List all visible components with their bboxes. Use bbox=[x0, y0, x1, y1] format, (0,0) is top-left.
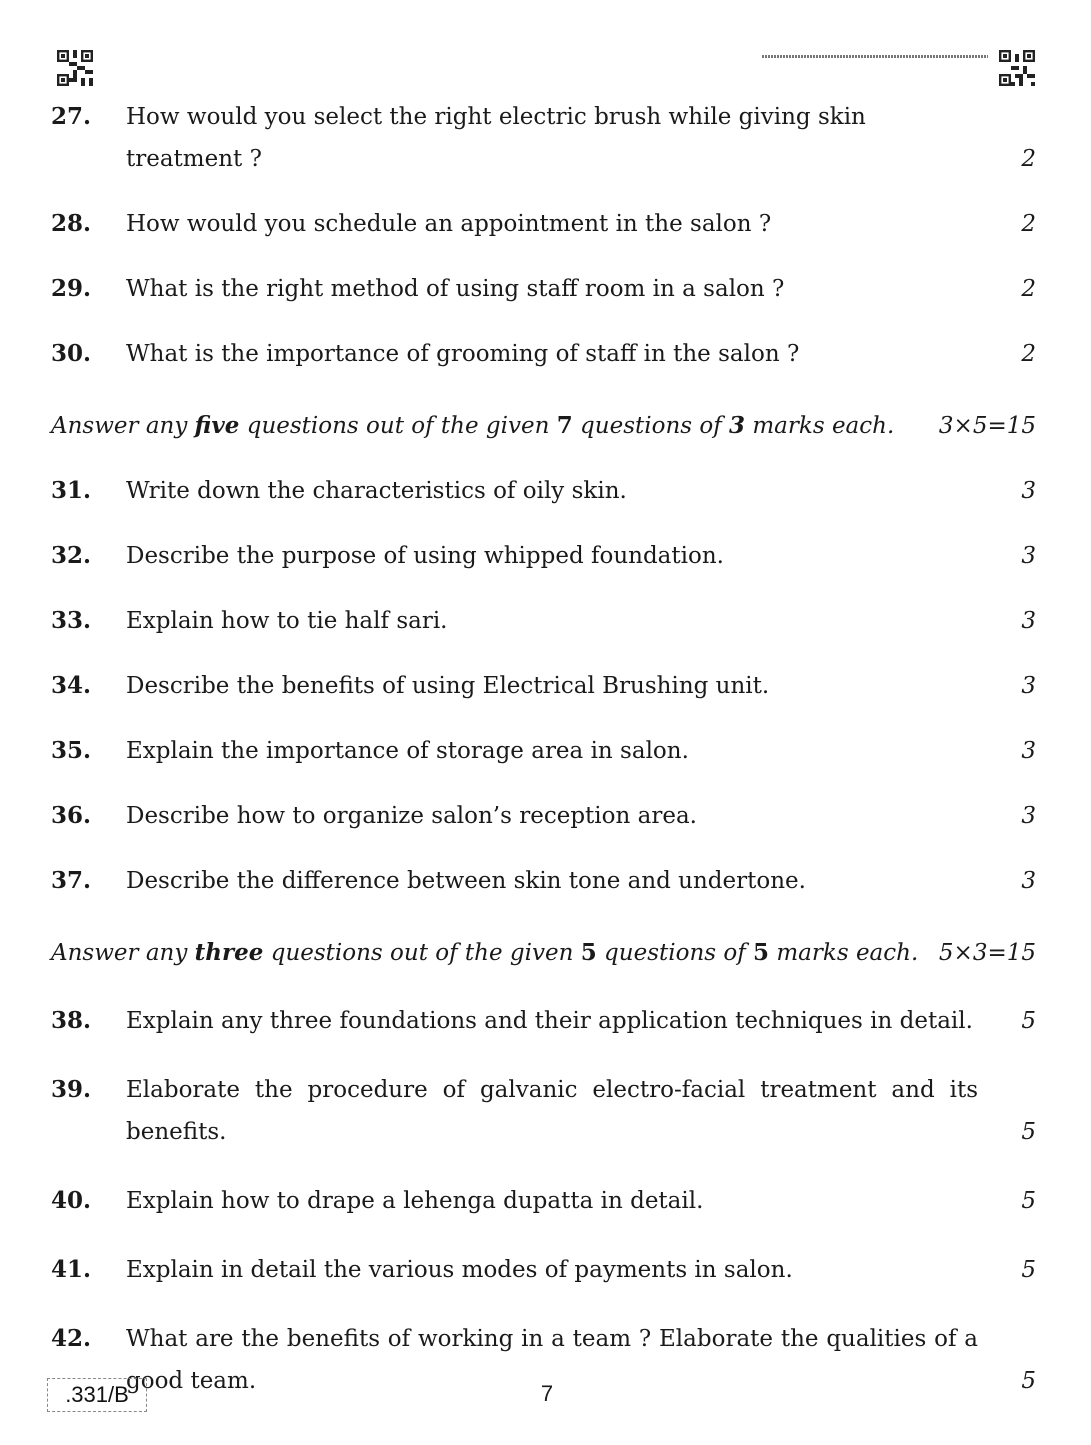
qr-code-icon bbox=[57, 50, 93, 86]
question-text: Describe the purpose of using whipped foundation. bbox=[126, 543, 724, 569]
question-number: 39. bbox=[51, 1076, 92, 1103]
question-text: Explain in detail the various modes of payments in salon. bbox=[126, 1257, 793, 1283]
instruction-text: Answer any five questions out of the given 7 questions of 3 marks each. bbox=[51, 412, 895, 439]
question-text: Explain any three foundations and their application techniques in detail. bbox=[126, 1008, 973, 1034]
question-number: 31. bbox=[51, 477, 92, 504]
question-27 bbox=[51, 96, 1036, 180]
header-microtext bbox=[762, 55, 988, 58]
question-28 bbox=[51, 203, 1036, 245]
question-number: 29. bbox=[51, 275, 92, 302]
question-marks: 3 bbox=[1021, 608, 1036, 634]
question-32 bbox=[51, 535, 1036, 577]
question-marks: 2 bbox=[1021, 276, 1036, 302]
question-text: How would you select the right electric brush while giving skin treatment ? bbox=[126, 104, 866, 172]
question-30 bbox=[51, 333, 1036, 375]
question-marks: 3 bbox=[1021, 738, 1036, 764]
question-marks: 5 bbox=[1021, 1119, 1036, 1145]
question-text: Explain how to drape a lehenga dupatta in detail. bbox=[126, 1188, 704, 1214]
question-marks: 5 bbox=[1021, 1188, 1036, 1214]
question-marks: 5 bbox=[1021, 1257, 1036, 1283]
question-number: 38. bbox=[51, 1007, 92, 1034]
question-marks: 3 bbox=[1021, 803, 1036, 829]
question-text: How would you schedule an appointment in the salon ? bbox=[126, 211, 772, 237]
question-37 bbox=[51, 860, 1036, 902]
question-34 bbox=[51, 665, 1036, 707]
instruction-formula: 5×3=15 bbox=[938, 940, 1036, 966]
question-number: 28. bbox=[51, 210, 92, 237]
question-marks: 5 bbox=[1021, 1008, 1036, 1034]
question-text: Describe how to organize salon’s reception area. bbox=[126, 803, 697, 829]
question-text: Describe the benefits of using Electrical Brushing unit. bbox=[126, 673, 770, 699]
question-number: 27. bbox=[51, 103, 92, 130]
question-31 bbox=[51, 470, 1036, 512]
question-text: Write down the characteristics of oily skin. bbox=[126, 478, 627, 504]
question-36 bbox=[51, 795, 1036, 837]
question-number: 30. bbox=[51, 340, 92, 367]
question-marks: 2 bbox=[1021, 146, 1036, 172]
question-list bbox=[51, 96, 1036, 1402]
question-number: 40. bbox=[51, 1187, 92, 1214]
question-marks: 3 bbox=[1021, 868, 1036, 894]
question-marks: 3 bbox=[1021, 478, 1036, 504]
question-marks: 2 bbox=[1021, 341, 1036, 367]
question-text: Elaborate the procedure of galvanic electro-facial treatment and its benefits. bbox=[126, 1077, 978, 1145]
question-35 bbox=[51, 730, 1036, 772]
question-text: Describe the difference between skin tone and undertone. bbox=[126, 868, 806, 894]
question-number: 32. bbox=[51, 542, 92, 569]
section-instruction-b bbox=[51, 405, 1036, 447]
question-number: 36. bbox=[51, 802, 92, 829]
question-text: What is the right method of using staff room in a salon ? bbox=[126, 276, 785, 302]
question-41 bbox=[51, 1249, 1036, 1291]
section-instruction-c bbox=[51, 932, 1036, 974]
question-40 bbox=[51, 1180, 1036, 1222]
question-number: 35. bbox=[51, 737, 92, 764]
question-marks: 5 bbox=[1021, 1368, 1036, 1394]
question-text: What is the importance of grooming of staff in the salon ? bbox=[126, 341, 800, 367]
question-marks: 3 bbox=[1021, 673, 1036, 699]
page-number: 7 bbox=[540, 1381, 554, 1406]
question-39 bbox=[51, 1069, 1036, 1153]
question-33 bbox=[51, 600, 1036, 642]
question-number: 34. bbox=[51, 672, 92, 699]
qr-code-icon bbox=[999, 50, 1035, 86]
question-29 bbox=[51, 268, 1036, 310]
question-number: 41. bbox=[51, 1256, 92, 1283]
question-text: What are the benefits of working in a team ? Elaborate the qualities of a good team. bbox=[126, 1326, 978, 1394]
paper-code: .331/B bbox=[47, 1378, 147, 1412]
question-38 bbox=[51, 1000, 1036, 1042]
question-text: Explain how to tie half sari. bbox=[126, 608, 448, 634]
question-marks: 2 bbox=[1021, 211, 1036, 237]
question-text: Explain the importance of storage area in salon. bbox=[126, 738, 689, 764]
instruction-formula: 3×5=15 bbox=[938, 413, 1036, 439]
question-number: 33. bbox=[51, 607, 92, 634]
question-number: 37. bbox=[51, 867, 92, 894]
question-marks: 3 bbox=[1021, 543, 1036, 569]
question-number: 42. bbox=[51, 1325, 92, 1352]
instruction-text: Answer any three questions out of the given 5 questions of 5 marks each. bbox=[51, 939, 919, 966]
